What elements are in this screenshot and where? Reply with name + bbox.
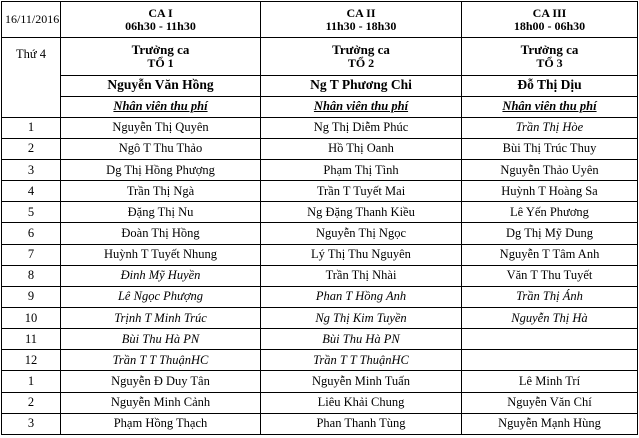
shift-2-staff: Trần T Tuyết Mai [261, 181, 462, 202]
table-row [2, 117, 638, 138]
shift-3-staff [462, 329, 638, 350]
leader-row [2, 75, 638, 96]
team-1-header [61, 38, 261, 75]
table-row [2, 265, 638, 286]
shift-2-header [261, 2, 462, 38]
shift-2-staff: Ng Đặng Thanh Kiều [261, 202, 462, 223]
team-1-name: TỔ 1 [147, 55, 174, 70]
row-number: 2 [2, 392, 61, 413]
table-row [2, 202, 638, 223]
shift-2-staff: Liêu Khải Chung [261, 392, 462, 413]
shift-3-staff: Huỳnh T Hoàng Sa [462, 181, 638, 202]
shift-1-name: CA I [148, 6, 173, 21]
shift-3-staff: Nguyễn Văn Chí [462, 392, 638, 413]
table-row [2, 392, 638, 413]
shift-3-staff: Lê Yến Phương [462, 202, 638, 223]
shift-1-staff: Ngô T Thu Thảo [61, 138, 261, 159]
shift-3-name: CA III [532, 6, 567, 21]
shift-3-staff: Nguyễn Thị Hà [462, 308, 638, 329]
row-number: 8 [2, 265, 61, 286]
row-number: 7 [2, 244, 61, 265]
shift-3-staff-label: Nhân viên thu phí [462, 96, 638, 117]
row-number: 2 [2, 138, 61, 159]
shift-3-time: 18h00 - 06h30 [513, 18, 586, 33]
shift-2-staff: Nguyễn Minh Tuấn [261, 371, 462, 392]
shift-2-staff-label: Nhân viên thu phí [261, 96, 462, 117]
shift-3-staff: Nguyễn T Tâm Anh [462, 244, 638, 265]
shift-2-staff: Ng Thị Diễm Phúc [261, 117, 462, 138]
table-row [2, 138, 638, 159]
shift-1-staff: Đặng Thị Nu [61, 202, 261, 223]
row-number: 3 [2, 160, 61, 181]
row-number: 4 [2, 181, 61, 202]
shift-2-leader: Ng T Phương Chi [261, 75, 462, 96]
shift-2-time: 11h30 - 18h30 [325, 18, 397, 33]
table-row [2, 329, 638, 350]
table-row [2, 223, 638, 244]
shift-2-staff: Hồ Thị Oanh [261, 138, 462, 159]
shift-schedule-table [1, 1, 638, 435]
weekday-cell: Thứ 4 [2, 38, 61, 118]
shift-3-staff: Lê Minh Trí [462, 371, 638, 392]
table-row [2, 160, 638, 181]
shift-1-staff: Huỳnh T Tuyết Nhung [61, 244, 261, 265]
table-row [2, 350, 638, 371]
table-row [2, 413, 638, 434]
team-2-name: TỔ 2 [347, 55, 375, 70]
table-row [2, 244, 638, 265]
shift-3-header [462, 2, 638, 38]
shift-3-staff: Trần Thị Ánh [462, 286, 638, 307]
shift-2-staff: Ng Thị Kim Tuyền [261, 308, 462, 329]
shift-1-staff: Dg Thị Hồng Phượng [61, 160, 261, 181]
shift-1-staff: Phạm Hồng Thạch [61, 413, 261, 434]
shift-2-staff: Phạm Thị Tình [261, 160, 462, 181]
table-row [2, 308, 638, 329]
table-row [2, 286, 638, 307]
shift-1-staff: Đoàn Thị Hồng [61, 223, 261, 244]
table-row [2, 181, 638, 202]
shift-3-staff: Nguyễn Thảo Uyên [462, 160, 638, 181]
table-row [2, 371, 638, 392]
shift-1-staff: Đinh Mỹ Huyền [61, 265, 261, 286]
shift-header-row [2, 2, 638, 38]
shift-1-leader: Nguyễn Văn Hồng [61, 75, 261, 96]
shift-2-name: CA II [346, 6, 376, 21]
shift-3-staff: Dg Thị Mỹ Dung [462, 223, 638, 244]
row-number: 9 [2, 286, 61, 307]
shift-3-staff [462, 350, 638, 371]
row-number: 11 [2, 329, 61, 350]
shift-2-staff: Trần T T ThuậnHC [261, 350, 462, 371]
shift-1-staff: Trần Thị Ngà [61, 181, 261, 202]
shift-2-staff: Bùi Thu Hà PN [261, 329, 462, 350]
shift-2-staff: Trần Thị Nhài [261, 265, 462, 286]
shift-2-staff: Phan Thanh Tùng [261, 413, 462, 434]
shift-3-staff: Văn T Thu Tuyết [462, 265, 638, 286]
row-number: 3 [2, 413, 61, 434]
shift-1-staff: Lê Ngọc Phượng [61, 286, 261, 307]
row-number: 6 [2, 223, 61, 244]
shift-3-staff: Trần Thị Hòe [462, 117, 638, 138]
team-3-name: TỔ 3 [536, 55, 563, 70]
team-2-header [261, 38, 462, 75]
shift-1-staff: Trịnh T Minh Trúc [61, 308, 261, 329]
team-1-role: Trưởng ca [131, 42, 190, 58]
row-number: 12 [2, 350, 61, 371]
shift-1-staff: Nguyễn Thị Quyên [61, 117, 261, 138]
staff-label-row [2, 96, 638, 117]
team-3-header [462, 38, 638, 75]
date-cell: 16/11/2016 [2, 2, 61, 38]
row-number: 1 [2, 117, 61, 138]
team-3-role: Trưởng ca [520, 42, 579, 58]
shift-1-staff: Nguyễn Đ Duy Tân [61, 371, 261, 392]
shift-3-staff: Bùi Thị Trúc Thuy [462, 138, 638, 159]
row-number: 1 [2, 371, 61, 392]
shift-3-staff: Nguyễn Mạnh Hùng [462, 413, 638, 434]
shift-1-staff: Trần T T ThuậnHC [61, 350, 261, 371]
shift-2-staff: Lý Thị Thu Nguyên [261, 244, 462, 265]
shift-1-staff: Nguyễn Minh Cảnh [61, 392, 261, 413]
shift-2-staff: Phan T Hồng Anh [261, 286, 462, 307]
team-2-role: Trưởng ca [332, 42, 390, 58]
row-number: 10 [2, 308, 61, 329]
row-number: 5 [2, 202, 61, 223]
shift-1-staff-label: Nhân viên thu phí [61, 96, 261, 117]
shift-2-staff: Nguyễn Thị Ngọc [261, 223, 462, 244]
shift-1-time: 06h30 - 11h30 [125, 18, 196, 33]
shift-1-staff: Bùi Thu Hà PN [61, 329, 261, 350]
shift-3-leader: Đỗ Thị Dịu [462, 75, 638, 96]
team-header-row [2, 38, 638, 75]
shift-1-header [61, 2, 261, 38]
